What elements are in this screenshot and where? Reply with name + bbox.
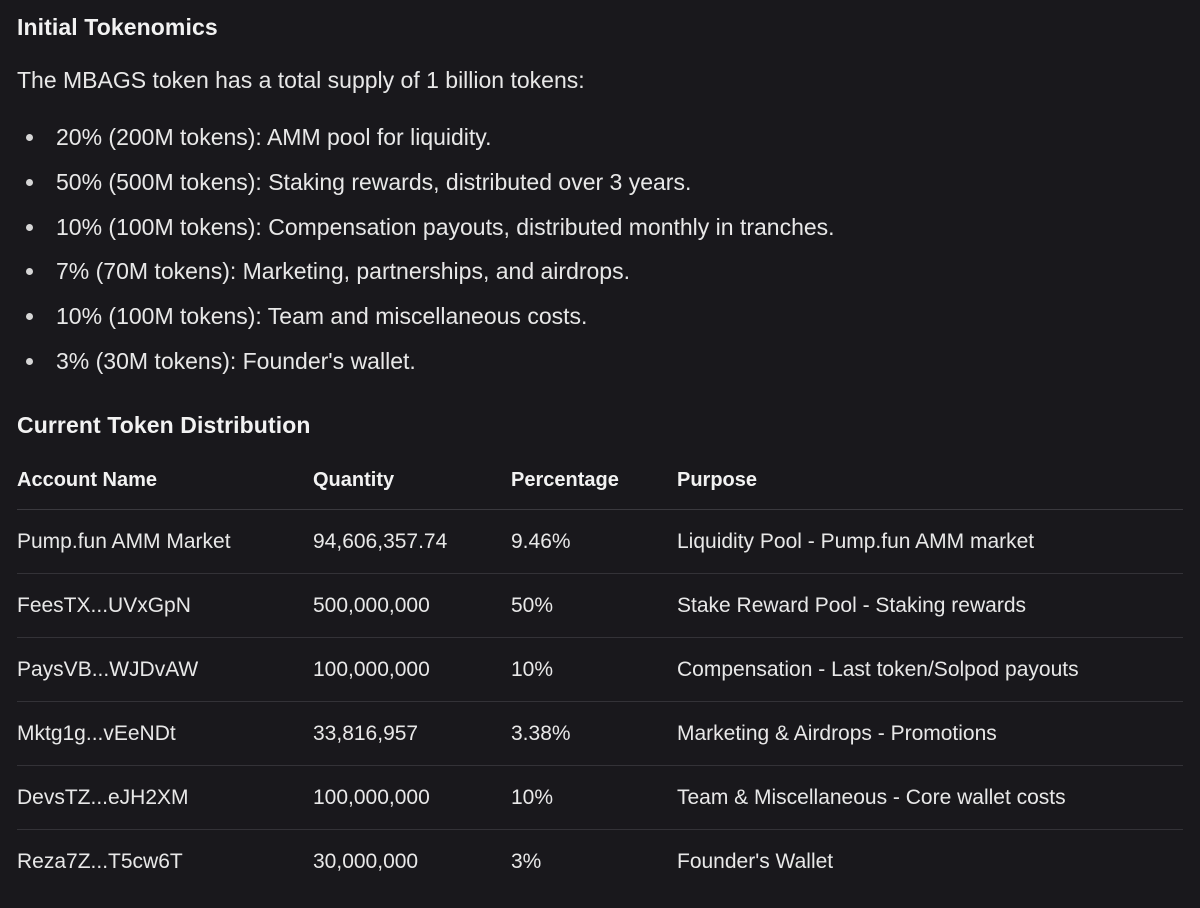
initial-tokenomics-heading: Initial Tokenomics	[17, 14, 218, 40]
table-row	[17, 766, 1183, 830]
percentage-cell: 3%	[511, 849, 542, 873]
purpose-cell: Stake Reward Pool - Staking rewards	[677, 574, 1183, 638]
supply-intro-text: The MBAGS token has a total supply of 1 billion tokens:	[17, 67, 585, 93]
quantity-cell: 100,000,000	[313, 638, 511, 702]
list-item	[17, 209, 835, 254]
account-name-cell: DevsTZ...eJH2XM	[17, 766, 313, 830]
quantity-cell: 94,606,357.74	[313, 510, 511, 574]
purpose-cell: Marketing & Airdrops - Promotions	[677, 702, 1183, 766]
column-header-percentage: Percentage	[511, 452, 677, 510]
bullet-icon	[26, 358, 33, 365]
allocation-text: 20% (200M tokens): AMM pool for liquidity.	[56, 124, 492, 150]
percentage-cell: 9.46%	[511, 510, 677, 574]
quantity-cell: 30,000,000	[313, 849, 419, 873]
column-header-quantity: Quantity	[313, 452, 511, 510]
column-header-account-name: Account Name	[17, 452, 313, 510]
account-name-cell: Mktg1g...vEeNDt	[17, 702, 313, 766]
percentage-cell: 3.38%	[511, 702, 677, 766]
distribution-table	[17, 452, 1183, 893]
bullet-icon	[26, 313, 33, 320]
list-item	[17, 343, 835, 388]
table-header-row	[17, 452, 1183, 510]
bullet-icon	[26, 134, 33, 141]
list-item	[17, 253, 835, 298]
current-distribution-heading: Current Token Distribution	[17, 412, 311, 438]
account-name-cell: Reza7Z...T5cw6T	[17, 849, 183, 873]
allocation-text: 50% (500M tokens): Staking rewards, distributed over 3 years.	[56, 168, 692, 195]
bullet-icon	[26, 268, 33, 275]
percentage-cell: 10%	[511, 766, 677, 830]
account-name-cell: FeesTX...UVxGpN	[17, 574, 313, 638]
quantity-cell: 100,000,000	[313, 766, 511, 830]
quantity-cell: 33,816,957	[313, 702, 511, 766]
allocation-text: 3% (30M tokens): Founder's wallet.	[56, 347, 416, 374]
allocation-list	[17, 119, 835, 388]
list-item	[17, 298, 835, 343]
purpose-cell: Team & Miscellaneous - Core wallet costs	[677, 766, 1183, 830]
allocation-text: 7% (70M tokens): Marketing, partnerships, and airdrops.	[56, 258, 630, 285]
percentage-cell: 50%	[511, 574, 677, 638]
purpose-cell: Liquidity Pool - Pump.fun AMM market	[677, 510, 1183, 574]
account-name-cell: PaysVB...WJDvAW	[17, 638, 313, 702]
purpose-cell: Compensation - Last token/Solpod payouts	[677, 638, 1183, 702]
account-name-cell: Pump.fun AMM Market	[17, 510, 313, 574]
table-row	[17, 830, 1183, 894]
bullet-icon	[26, 179, 33, 186]
allocation-text: 10% (100M tokens): Team and miscellaneous costs.	[56, 303, 588, 330]
list-item	[17, 164, 835, 209]
quantity-cell: 500,000,000	[313, 574, 511, 638]
table-row	[17, 574, 1183, 638]
table-row	[17, 510, 1183, 574]
bullet-icon	[26, 224, 33, 231]
allocation-text: 10% (100M tokens): Compensation payouts, distributed monthly in tranches.	[56, 213, 835, 240]
table-row	[17, 638, 1183, 702]
table-row	[17, 702, 1183, 766]
column-header-purpose: Purpose	[677, 452, 1183, 510]
percentage-cell: 10%	[511, 638, 677, 702]
purpose-cell: Founder's Wallet	[677, 849, 834, 873]
list-item	[17, 119, 835, 164]
